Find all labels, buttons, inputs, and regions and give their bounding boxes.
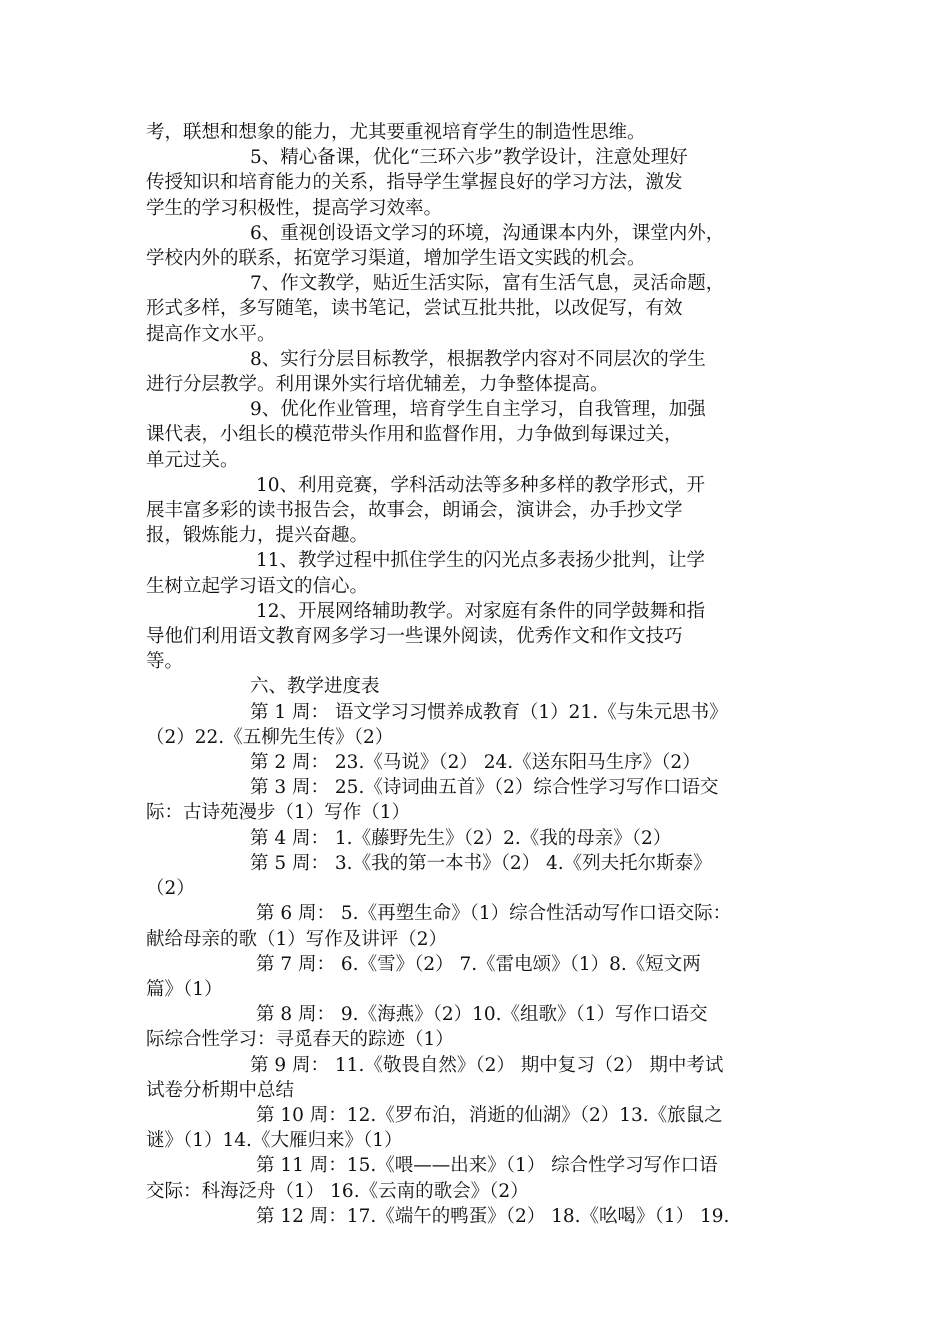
text-line: 课代表，小组长的模范带头作用和监督作用，力争做到每课过关， bbox=[146, 424, 683, 446]
text-line: 形式多样，多写随笔，读书笔记，尝试互批共批，以改促写，有效 bbox=[146, 298, 683, 320]
text-line: 生树立起学习语文的信心。 bbox=[146, 575, 369, 597]
document-body bbox=[146, 120, 814, 1229]
text-line: 第 2 周： 23.《马说》（2） 24.《送东阳马生序》（2） bbox=[250, 752, 701, 774]
text-line: 第 4 周： 1.《藤野先生》（2）2.《我的母亲》（2） bbox=[250, 827, 672, 849]
text-line: 等。 bbox=[146, 651, 184, 673]
text-line: 提高作文水平。 bbox=[146, 323, 276, 345]
text-line: 际综合性学习：寻觅春天的踪迹（1） bbox=[146, 1029, 454, 1051]
text-line: 10、利用竞赛，学科活动法等多种多样的教学形式，开 bbox=[256, 474, 706, 496]
text-line: 第 6 周： 5.《再塑生命》（1）综合性活动写作口语交际： bbox=[256, 903, 732, 925]
text-line: 际：古诗苑漫步（1）写作（1） bbox=[146, 802, 411, 824]
text-line: 第 11 周：15.《喂——出来》（1） 综合性学习写作口语 bbox=[256, 1155, 718, 1177]
text-line: 11、教学过程中抓住学生的闪光点多表扬少批判，让学 bbox=[256, 550, 706, 572]
text-line: 试卷分析期中总结 bbox=[146, 1079, 295, 1101]
text-line: 考，联想和想象的能力，尤其要重视培育学生的制造性思维。 bbox=[146, 122, 646, 143]
text-line: 展丰富多彩的读书报告会，故事会，朗诵会，演讲会，办手抄文学 bbox=[146, 500, 683, 522]
text-line: 第 1 周： 语文学习习惯养成教育（1）21.《与朱元思书》 bbox=[250, 701, 728, 723]
text-line: 学生的学习积极性，提高学习效率。 bbox=[146, 197, 443, 219]
text-line: 谜》（1）14.《大雁归来》（1） bbox=[146, 1130, 403, 1152]
text-line: 7、作文教学，贴近生活实际，富有生活气息，灵活命题， bbox=[250, 273, 725, 295]
text-line: 学校内外的联系，拓宽学习渠道，增加学生语文实践的机会。 bbox=[146, 248, 646, 270]
text-line: 12、开展网络辅助教学。对家庭有条件的同学鼓舞和指 bbox=[256, 600, 706, 622]
text-line: 第 8 周： 9.《海燕》（2）10.《组歌》（1）写作口语交 bbox=[256, 1004, 708, 1026]
text-line: 交际：科海泛舟（1） 16.《云南的歌会》（2） bbox=[146, 1180, 529, 1202]
text-line: 5、精心备课，优化“三环六步”教学设计，注意处理好 bbox=[250, 147, 688, 169]
text-line: 第 7 周： 6.《雪》（2） 7.《雷电颂》（1）8.《短文两 bbox=[256, 953, 701, 975]
text-line: 报，锻炼能力，提兴奋趣。 bbox=[146, 525, 369, 547]
text-line: 第 9 周： 11.《敬畏自然》（2） 期中复习（2） 期中考试 bbox=[250, 1054, 724, 1076]
text-line: （2）22.《五柳先生传》（2） bbox=[146, 726, 394, 748]
text-line: 导他们利用语文教育网多学习一些课外阅读，优秀作文和作文技巧 bbox=[146, 626, 683, 648]
text-line: 六、教学进度表 bbox=[250, 676, 380, 698]
text-line: （2） bbox=[146, 878, 195, 900]
text-line: 进行分层教学。利用课外实行培优辅差，力争整体提高。 bbox=[146, 374, 609, 396]
text-line: 篇》（1） bbox=[146, 978, 223, 1000]
text-line: 9、优化作业管理，培育学生自主学习，自我管理，加强 bbox=[250, 399, 706, 421]
text-line: 献给母亲的歌（1）写作及讲评（2） bbox=[146, 928, 448, 950]
text-line: 8、实行分层目标教学，根据教学内容对不同层次的学生 bbox=[250, 348, 706, 370]
text-line: 传授知识和培育能力的关系，指导学生掌握良好的学习方法，激发 bbox=[146, 172, 683, 194]
text-line: 第 12 周：17.《端午的鸭蛋》（2） 18.《吆喝》（1） 19. bbox=[256, 1205, 730, 1227]
text-line: 第 10 周：12.《罗布泊，消逝的仙湖》（2）13.《旅鼠之 bbox=[256, 1104, 723, 1126]
text-line: 第 3 周： 25.《诗词曲五首》（2）综合性学习写作口语交 bbox=[250, 777, 719, 799]
text-line: 6、重视创设语文学习的环境，沟通课本内外，课堂内外， bbox=[250, 222, 725, 244]
text-line: 第 5 周： 3.《我的第一本书》（2） 4.《列夫托尔斯泰》 bbox=[250, 852, 712, 874]
text-line: 单元过关。 bbox=[146, 449, 239, 471]
